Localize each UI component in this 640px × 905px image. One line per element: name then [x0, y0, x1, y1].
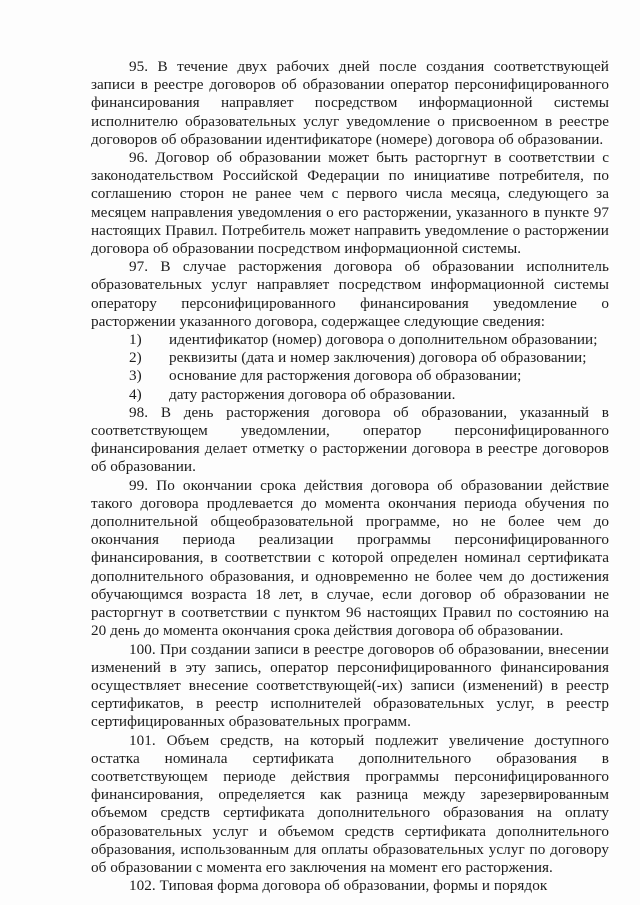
- list-item-number: 4): [129, 385, 142, 403]
- paragraph-97: 97. В случае расторжения договора об образовании исполнитель образовательных услуг направляет посредством информационной системы оператору персонифицированного финансирования уведомление о расторжении указанного договора, содержащее следующие сведения:: [91, 258, 609, 330]
- list-item-text: дату расторжения договора об образовании.: [169, 385, 456, 403]
- list-item-number: 2): [129, 349, 142, 367]
- list-item-text: реквизиты (дата и номер заключения) договора об образовании;: [169, 349, 587, 367]
- list-item-number: 1): [129, 331, 142, 349]
- list-item-number: 3): [129, 367, 142, 385]
- document-body: [91, 58, 609, 895]
- list-item: [91, 367, 609, 385]
- list-item: [91, 386, 609, 404]
- list-item-text: основание для расторжения договора об образовании;: [169, 367, 522, 385]
- paragraph-95: 95. В течение двух рабочих дней после создания соответствующей записи в реестре договоров об образовании оператор персонифицированного финансирования направляет посредством информационной системы исполнителю образовательных услуг уведомление о присвоенном в реестре договоров об образовании идентификаторе (номере) договора об образовании.: [91, 58, 609, 148]
- paragraph-98: 98. В день расторжения договора об образовании, указанный в соответствующем уведомлении, оператор персонифицированного финансирования делает отметку о расторжении договора в реестре договоров об образовании.: [91, 403, 609, 476]
- paragraph-100: 100. При создании записи в реестре договоров об образовании, внесении изменений в эту запись, оператор персонифицированного финансирования осуществляет внесение соответствующей(-их) записи (изменений) в реестр сертификатов, в реестр исполнителей образовательных услуг, в реестр сертифицированных образовательных программ.: [91, 640, 609, 731]
- paragraph-101: 101. Объем средств, на который подлежит увеличение доступного остатка номинала сертификата дополнительного образования в соответствующем периоде действия программы персонифицированного финансирования, определяется как разница между зарезервированным объемом средств сертификата дополнительного образования на оплату образовательных услуг и объемом средств сертификата дополнительного образования, использованным для оплаты образовательных услуг по договору об образовании с момента его заключения на момент его расторжения.: [91, 731, 609, 876]
- termination-details-list: [91, 331, 609, 404]
- paragraph-96: 96. Договор об образовании может быть расторгнут в соответствии с законодательством Российской Федерации по инициативе потребителя, по соглашению сторон не ранее чем с первого числа месяца, следующего за месяцем направления уведомления о его расторжении, указанного в пункте 97 настоящих Правил. Потребитель может направить уведомление о расторжении договора об образовании посредством информационной системы.: [91, 149, 609, 258]
- list-item-text: идентификатор (номер) договора о дополнительном образовании;: [169, 331, 598, 349]
- paragraph-99: 99. По окончании срока действия договора об образовании действие такого договора продлевается до момента окончания периода обучения по дополнительной общеобразовательной программе, но не более чем до окончания периода реализации программы персонифицированного финансирования, в соответствии с которой определен номинал сертификата дополнительного образования, и одновременно не более чем до достижения обучающимся возраста 18 лет, в случае, если договор об образовании не расторгнут в соответствии с пунктом 96 настоящих Правил по состоянию на 20 день до момента окончания срока действия договора об образовании.: [91, 476, 609, 640]
- paragraph-102: 102. Типовая форма договора об образовании, формы и порядок: [129, 877, 548, 895]
- list-item: [91, 349, 609, 367]
- list-item: [91, 331, 609, 349]
